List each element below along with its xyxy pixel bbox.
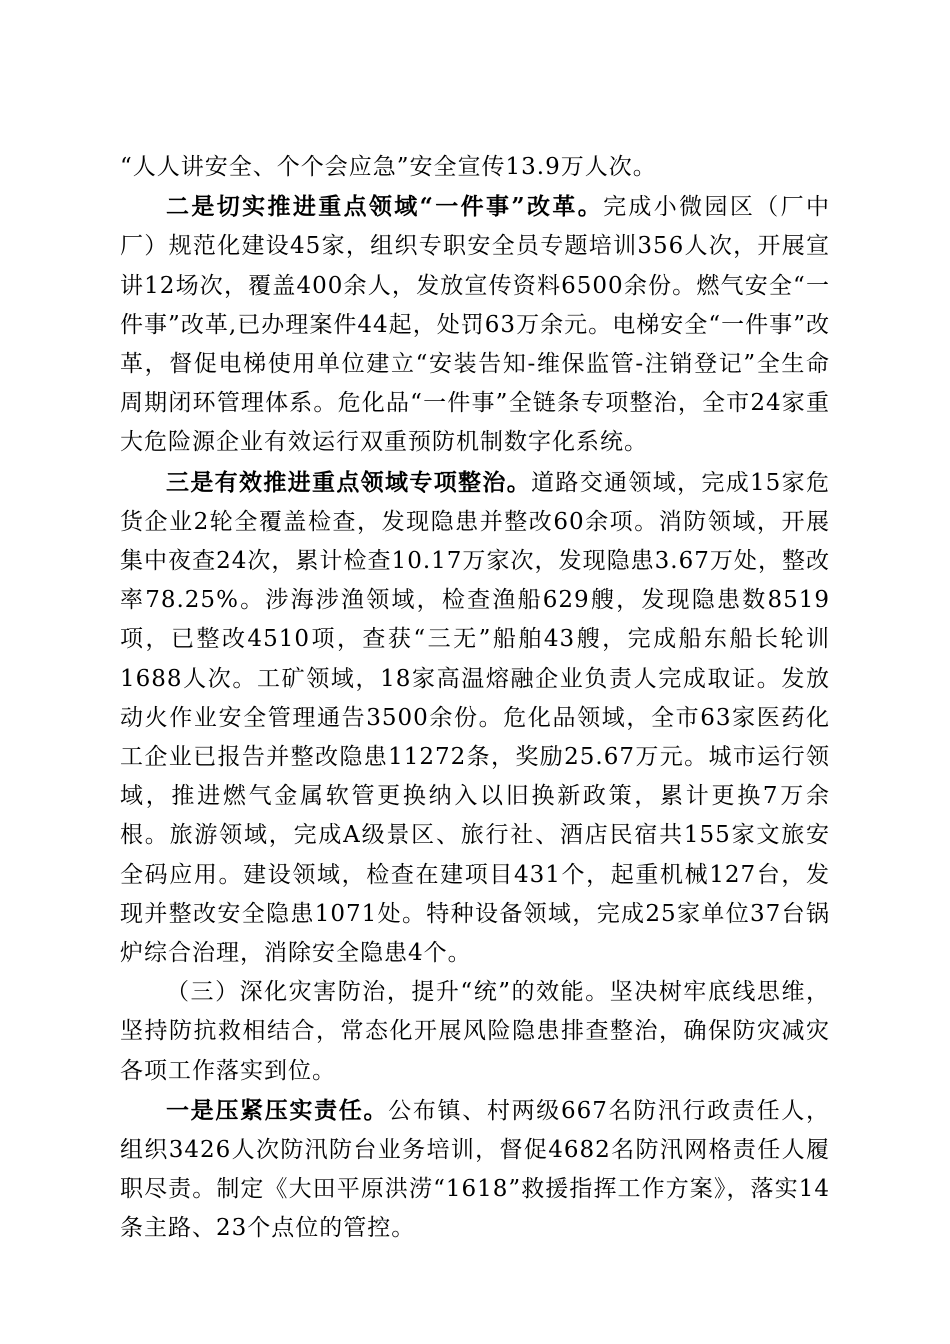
- paragraph-item-three: [120, 463, 830, 974]
- paragraph-lead-heading: 二是切实推进重点领域“一件事”改革。: [166, 193, 604, 221]
- paragraph-lead-heading: 一是压紧压实责任。: [166, 1096, 389, 1124]
- document-body: [120, 148, 830, 1249]
- paragraph-item-two: [120, 187, 830, 462]
- paragraph-item-one: [120, 1091, 830, 1249]
- paragraph-continuation: [120, 148, 830, 187]
- paragraph-text: （三）深化灾害防治，提升“统”的效能。坚决树牢底线思维，坚持防抗救相结合，常态化开展风险隐患排查整治，确保防灾减灾各项工作落实到位。: [120, 979, 830, 1084]
- section-heading-paragraph: [120, 973, 830, 1091]
- paragraph-text: 道路交通领域，完成15家危货企业2轮全覆盖检查，发现隐患并整改60余项。消防领域，开展集中夜查24次，累计检查10.17万家次，发现隐患3.67万处，整改率78.25%。涉海涉渔领域，检查渔船629艘，发现隐患数8519项，已整改4510项，查获“三无”船舶43艘，完成船东船长轮训1688人次。工矿领域，18家高温熔融企业负责人完成取证。发放动火作业安全管理通告3500余份。危化品领域，全市63家医药化工企业已报告并整改隐患11272条，奖励25.67万元。城市运行领域，推进燃气金属软管更换纳入以旧换新政策，累计更换7万余根。旅游领域，完成A级景区、旅行社、酒店民宿共155家文旅安全码应用。建设领域，检查在建项目431个，起重机械127台，发现并整改安全隐患1071处。特种设备领域，完成25家单位37台锅炉综合治理，消除安全隐患4个。: [120, 469, 830, 967]
- paragraph-text: 公布镇、村两级667名防汛行政责任人，组织3426人次防汛防台业务培训，督促4682名防汛网格责任人履职尽责。制定《大田平原洪涝“1618”救援指挥工作方案》，落实14条主路、23个点位的管控。: [120, 1097, 830, 1242]
- paragraph-text: 完成小微园区（厂中厂）规范化建设45家，组织专职安全员专题培训356人次，开展宣讲12场次，覆盖400余人，发放宣传资料6500余份。燃气安全“一件事”改革,已办理案件44起，处罚63万余元。电梯安全“一件事”改革，督促电梯使用单位建立“安装告知-维保监管-注销登记”全生命周期闭环管理体系。危化品“一件事”全链条专项整治，全市24家重大危险源企业有效运行双重预防机制数字化系统。: [120, 194, 830, 456]
- paragraph-lead-heading: 三是有效推进重点领域专项整治。: [166, 468, 532, 496]
- paragraph-text: “人人讲安全、个个会应急”安全宣传13.9万人次。: [120, 154, 657, 180]
